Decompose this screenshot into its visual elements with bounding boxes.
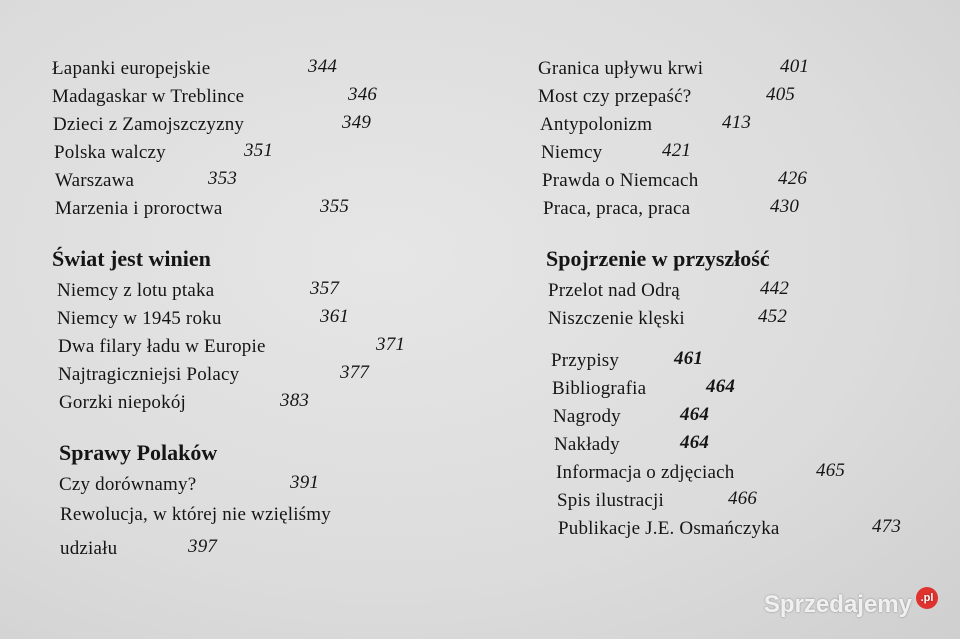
toc-entry [52, 474, 472, 502]
entry-title: Najtragiczniejsi Polacy [58, 364, 240, 385]
toc-entry [538, 350, 938, 378]
entry-page: 346 [348, 84, 378, 105]
entry-page: 355 [320, 196, 350, 217]
toc-entry [538, 378, 938, 406]
entry-title: Niemcy w 1945 roku [57, 308, 222, 329]
entry-title: Przelot nad Odrą [548, 280, 680, 301]
entry-page: 426 [778, 168, 808, 189]
toc-entry [538, 434, 938, 462]
toc-entry [538, 114, 938, 142]
toc-entry [538, 58, 938, 86]
toc-entry [538, 198, 938, 226]
entry-title: Czy dorównamy? [59, 474, 197, 495]
entry-page: 351 [244, 140, 274, 161]
toc-entry [538, 86, 938, 114]
entry-title: Madagaskar w Treblince [52, 86, 245, 107]
entry-page: 430 [770, 196, 800, 217]
toc-entry [538, 406, 938, 434]
entry-page: 361 [320, 306, 350, 327]
entry-page: 405 [766, 84, 796, 105]
toc-entry [52, 142, 472, 170]
entry-page: 383 [280, 390, 310, 411]
entry-page: 353 [208, 168, 238, 189]
entry-page: 464 [680, 404, 710, 425]
section-heading: Sprawy Polaków [59, 440, 218, 465]
spacer [538, 226, 938, 246]
toc-entry [538, 170, 938, 198]
toc-entry [52, 308, 472, 336]
entry-page: 464 [706, 376, 736, 397]
spacer [538, 336, 938, 350]
section-heading: Spojrzenie w przyszłość [546, 246, 770, 271]
entry-page: 464 [680, 432, 710, 453]
entry-title: Antypolonizm [540, 114, 653, 135]
toc-entry [52, 336, 472, 364]
entry-title: Publikacje J.E. Osmańczyka [558, 518, 780, 539]
entry-title: Informacja o zdjęciach [556, 462, 735, 483]
toc-entry [52, 364, 472, 392]
entry-page: 442 [760, 278, 790, 299]
toc-right-column [538, 58, 938, 546]
entry-title: Niemcy z lotu ptaka [57, 280, 215, 301]
toc-entry [52, 502, 472, 538]
entry-page: 391 [290, 472, 320, 493]
toc-entry [538, 490, 938, 518]
toc-entry [538, 280, 938, 308]
entry-title: Dzieci z Zamojszczyzny [53, 114, 245, 135]
entry-title: Niemcy [541, 142, 603, 163]
entry-page: 377 [340, 362, 370, 383]
entry-page: 473 [872, 516, 902, 537]
toc-entry [538, 308, 938, 336]
entry-page: 357 [310, 278, 340, 299]
entry-title: udziału [60, 538, 118, 559]
toc-entry [538, 462, 938, 490]
entry-title: Rewolucja, w której nie wzięliśmy [60, 504, 331, 525]
entry-title: Praca, praca, praca [543, 198, 691, 219]
entry-title: Prawda o Niemcach [542, 170, 699, 191]
toc-entry [538, 518, 938, 546]
toc-entry [52, 58, 472, 86]
toc-entry [52, 392, 472, 420]
entry-title: Granica upływu krwi [538, 58, 704, 79]
spacer [52, 226, 472, 246]
toc-entry [52, 198, 472, 226]
spacer [52, 420, 472, 440]
entry-title: Polska walczy [54, 142, 166, 163]
site-watermark [764, 591, 938, 619]
entry-page: 465 [816, 460, 846, 481]
entry-page: 413 [722, 112, 752, 133]
entry-title: Bibliografia [552, 378, 647, 399]
entry-page: 452 [758, 306, 788, 327]
section-heading: Świat jest winien [52, 246, 211, 271]
watermark-badge: .pl [916, 587, 938, 609]
entry-title: Przypisy [551, 350, 620, 371]
entry-page: 421 [662, 140, 692, 161]
watermark-text: Sprzedajemy [763, 591, 912, 618]
toc-entry [52, 280, 472, 308]
entry-page: 461 [674, 348, 704, 369]
entry-title: Łapanki europejskie [52, 58, 211, 79]
entry-title: Niszczenie klęski [548, 308, 685, 329]
entry-title: Nagrody [553, 406, 621, 427]
entry-page: 349 [342, 112, 372, 133]
entry-page: 397 [188, 536, 218, 557]
toc-entry [538, 142, 938, 170]
entry-page: 401 [780, 56, 810, 77]
toc-left-column [52, 58, 472, 566]
entry-title: Dwa filary ładu w Europie [58, 336, 266, 357]
entry-title: Most czy przepaść? [538, 86, 692, 107]
toc-entry [52, 86, 472, 114]
toc-entry [52, 114, 472, 142]
entry-title: Gorzki niepokój [59, 392, 187, 413]
entry-page: 371 [376, 334, 406, 355]
entry-page: 344 [308, 56, 338, 77]
toc-entry [52, 170, 472, 198]
entry-title: Warszawa [55, 170, 135, 191]
toc-entry [52, 538, 472, 566]
entry-title: Marzenia i proroctwa [55, 198, 223, 219]
entry-page: 466 [728, 488, 758, 509]
entry-title: Nakłady [554, 434, 620, 455]
entry-title: Spis ilustracji [557, 490, 664, 511]
